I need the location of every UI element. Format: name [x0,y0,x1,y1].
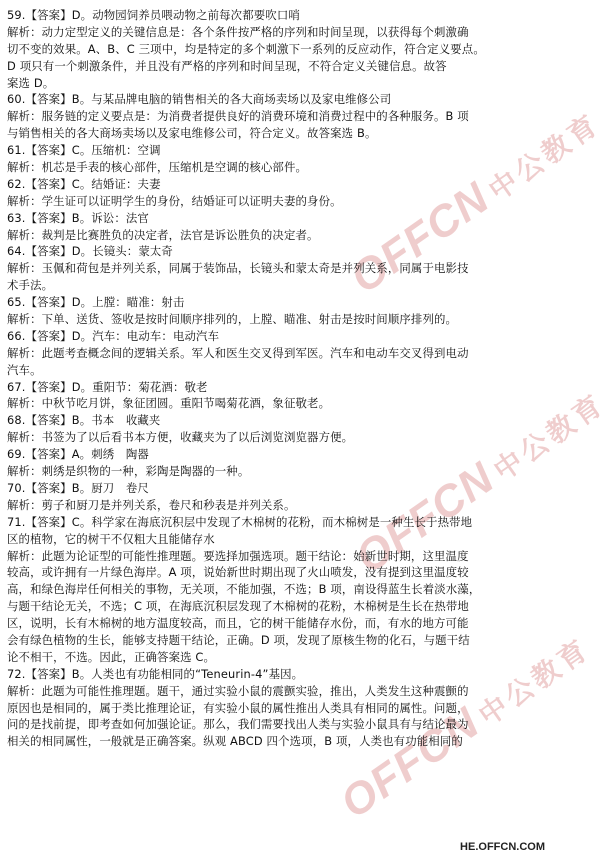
text-line: 68.【答案】B。书本 收藏夹 [7,413,161,428]
text-line: 问的是找前提，即考查如何加强论证。那么，我们需要找出人类与实验小鼠具有与结论最为 [7,717,469,732]
text-line: 区的植物，它的树干不仅粗大且能储存水 [7,531,215,546]
text-line: 原因也是相同的，属于类比推理论证，有实验小鼠的属性推出人类具有相同的属性。问题， [7,700,469,715]
text-line: 解析：刺绣是织物的一种，彩陶是陶器的一种。 [7,464,250,479]
watermark-cn: 中公教育 [488,387,611,487]
text-line: 72.【答案】B。人类也有功能相同的“Teneurin-4”基因。 [7,666,304,681]
watermark-cn: 中公教育 [483,107,606,207]
footer-site-url: HE.OFFCN.COM [460,841,545,853]
text-line: 解析：下单、送货、签收是按时间顺序排列的，上膛、瞄准、射击是按时间顺序排列的。 [7,312,458,327]
text-line: 案选 D。 [7,75,55,90]
text-line: 会有绿色植物的生长，能够支持题干结论，正确。D 项，发现了原核生物的化石，与题干结 [7,632,470,647]
text-line: 切不变的效果。A、B、C 三项中，均是特定的多个刺激下一系列的反应动作，符合定义要点。 [7,41,485,56]
text-line: 解析：中秋节吃月饼，象征团圆。重阳节喝菊花酒，象征敬老。 [7,396,331,411]
text-line: 解析：此题为论证型的可能性推理题。要选择加强选项。题干结论：始新世时期，这里温度 [7,548,469,563]
text-line: 较高，或许拥有一片绿色海岸。A 项，说始新世时期出现了火山喷发，没有提到这里温度较 [7,565,469,580]
text-line: 65.【答案】D。上膛：瞄准：射击 [7,295,185,310]
text-line: 解析：裁判是比赛胜负的决定者，法官是诉讼胜负的决定者。 [7,227,319,242]
watermark-brand: OFFCN [341,173,499,303]
text-line: 71.【答案】C。科学家在海底沉积层中发现了木棉树的花粉，而木棉树是一种生长于热带地 [7,514,473,529]
text-line: 解析：书签为了以后看书本方便，收藏夹为了以后浏览浏览器方便。 [7,430,354,445]
text-line: 解析：此题考查概念间的逻辑关系。军人和医生交叉得到军医。汽车和电动车交叉得到电动 [7,345,469,360]
text-line: 解析：动力定型定义的关键信息是：各个条件按严格的序列和时间呈现，以获得每个刺激确 [7,24,469,39]
text-line: 59.【答案】D。动物园饲养员喂动物之前每次都要吹口哨 [7,8,300,22]
text-line: 解析：服务链的定义要点是：为消费者提供良好的消费环境和消费过程中的各种服务。B 项 [7,109,469,124]
text-line: 66.【答案】D。汽车：电动车：电动汽车 [7,328,220,343]
text-line: 解析：玉佩和荷包是并列关系，同属于装饰品，长镜头和蒙太奇是并列关系，同属于电影技 [7,261,469,276]
watermark-brand: OFFCN [331,698,489,828]
text-line: 区，说明，长有木棉树的地方温度较高，而且，它的树干能储存水份，而，有水的地方可能 [7,616,469,631]
text-line: 62.【答案】C。结婚证：夫妻 [7,176,161,191]
text-line: 高，和绿色海岸任何相关的事物，无关项，不能加强，不选；B 项，南设得蓝生长着淡水藻， [7,582,481,597]
watermark-brand: OFFCN [346,453,504,583]
answer-explanation-document [7,7,545,750]
text-line: 论不相干，不选。因此，正确答案选 C。 [7,649,216,664]
text-line: 解析：剪子和厨刀是并列关系，卷尺和秒表是并列关系。 [7,497,296,512]
watermark-cn: 中公教育 [473,632,596,732]
text-line: 术手法。 [7,278,54,293]
text-line: 67.【答案】D。重阳节：菊花酒：敬老 [7,379,208,394]
text-line: 与销售相关的各大商场卖场以及家电维修公司，符合定义。故答案选 B。 [7,126,377,141]
text-line: 61.【答案】C。压缩机：空调 [7,143,161,158]
text-line: 相关的相同属性，一般就是正确答案。纵观 ABCD 四个选项，B 项，人类也有功能相同的 [7,734,463,749]
text-line: 63.【答案】B。诉讼：法官 [7,210,149,225]
text-line: 解析：机芯是手表的核心部件，压缩机是空调的核心部件。 [7,160,308,175]
text-line: 69.【答案】A。刺绣 陶器 [7,447,149,462]
text-line: 60.【答案】B。与某品牌电脑的销售相关的各大商场卖场以及家电维修公司 [7,92,392,107]
text-line: 解析：学生证可以证明学生的身份，结婚证可以证明夫妻的身份。 [7,193,342,208]
text-line: D 项只有一个刺激条件，并且没有严格的序列和时间呈现，不符合定义关键信息。故答 [7,58,447,73]
text-line: 与题干结论无关，不选；C 项，在海底沉积层发现了木棉树的花粉，木棉树是生长在热带地 [7,599,469,614]
text-line: 70.【答案】B。厨刀 卷尺 [7,480,149,495]
text-line: 汽车。 [7,362,42,377]
text-line: 64.【答案】D。长镜头：蒙太奇 [7,244,173,259]
text-line: 解析：此题为可能性推理题。题干，通过实验小鼠的震颤实验，推出，人类发生这种震颤的 [7,683,469,698]
